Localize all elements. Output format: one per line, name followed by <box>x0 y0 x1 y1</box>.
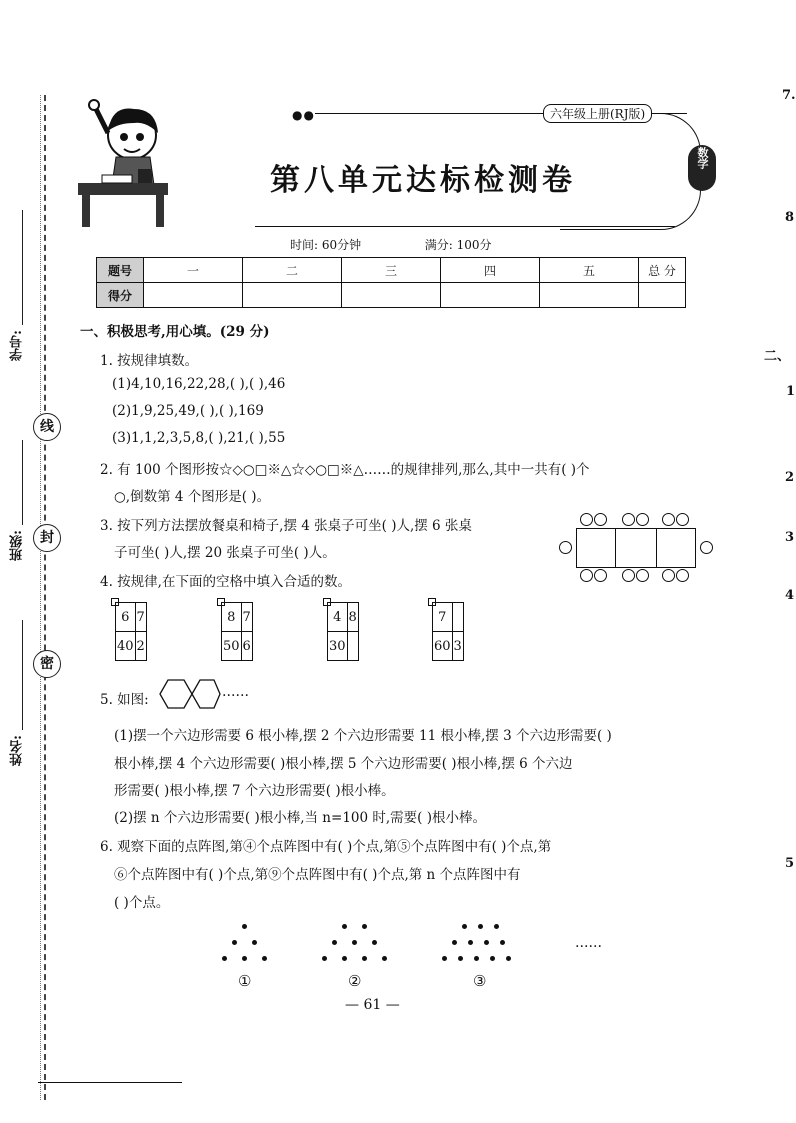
time-limit: 时间: 60分钟 <box>290 238 362 252</box>
score-cell[interactable] <box>441 283 540 308</box>
right-edge-marker: 8 <box>785 210 795 225</box>
q3-line1: 3. 按下列方法摆放餐桌和椅子,摆 4 张桌子可坐( )人,摆 6 张桌 <box>100 518 472 534</box>
score-table-header-row <box>97 258 686 283</box>
exam-info <box>290 236 492 253</box>
grid-cell: 40 <box>116 632 136 661</box>
grid-cell: 6 <box>241 632 252 661</box>
bottom-rule <box>38 1082 182 1083</box>
page-number: — 61 — <box>345 997 400 1013</box>
score-table-col: 一 <box>144 258 243 283</box>
pattern-grid-4 <box>428 598 462 654</box>
q5-line3: 形需要( )根小棒,摆 7 个六边形需要( )根小棒。 <box>114 783 395 799</box>
pattern-grid-1 <box>111 598 145 654</box>
right-edge-marker: 3 <box>785 530 795 545</box>
name-label: 姓名: <box>10 735 25 766</box>
score-cell[interactable] <box>144 283 243 308</box>
q1-stem: 1. 按规律填数。 <box>100 353 199 369</box>
dot-pattern-label-1: ① <box>238 972 252 990</box>
score-cell[interactable] <box>342 283 441 308</box>
grid-answer-cell[interactable] <box>452 603 463 632</box>
header-bottom-rule <box>255 226 675 227</box>
right-edge-marker: 7. <box>782 88 796 103</box>
grid-cell: 60 <box>433 632 453 661</box>
q2-line2: ○,倒数第 4 个图形是( )。 <box>114 489 271 505</box>
grid-cell: 4 <box>328 603 348 632</box>
section1-heading: 一、积极思考,用心填。(29 分) <box>80 324 270 340</box>
q3-line2: 子可坐( )人,摆 20 张桌子可坐( )人。 <box>114 545 336 561</box>
score-table-col: 二 <box>243 258 342 283</box>
hexagon-chain-figure <box>152 676 220 712</box>
q6-line2: ⑥个点阵图中有( )个点,第⑨个点阵图中有( )个点,第 n 个点阵图中有 <box>114 867 521 883</box>
student-illustration <box>72 95 172 235</box>
class-label: 班级: <box>10 530 25 561</box>
q5-line2: 根小棒,摆 4 个六边形需要( )根小棒,摆 5 个六边形需要( )根小棒,摆 6 个六边 <box>114 756 573 772</box>
table-chair-diagram <box>556 510 716 582</box>
binding-dashed-line <box>44 95 46 1100</box>
right-edge-marker: 1 <box>786 384 796 399</box>
pattern-grid-2 <box>217 598 251 654</box>
score-table-col: 总 分 <box>639 258 686 283</box>
grid-cell: 30 <box>328 632 348 661</box>
dot-pattern-3 <box>440 920 530 965</box>
grid-answer-cell[interactable] <box>347 632 358 661</box>
q5-line1: (1)摆一个六边形需要 6 根小棒,摆 2 个六边形需要 11 根小棒,摆 3 个六边形需要( ) <box>114 728 612 744</box>
score-table-row1-head: 题号 <box>97 258 144 283</box>
q1-line1: (1)4,10,16,22,28,( ),( ),46 <box>112 376 286 392</box>
full-score: 满分: 100分 <box>424 238 492 252</box>
dot-pattern-2 <box>320 920 400 965</box>
right-edge-marker: 二、 <box>764 349 791 364</box>
right-edge-marker: 2 <box>785 470 795 485</box>
q6-line3: ( )个点。 <box>114 895 170 911</box>
q5-line4: (2)摆 n 个六边形需要( )根小棒,当 n=100 时,需要( )根小棒。 <box>114 810 486 826</box>
grid-cell: 7 <box>135 603 146 632</box>
grade-tag: 六年级上册(RJ版) <box>543 104 652 123</box>
q5-stem: 5. 如图: <box>100 692 149 708</box>
dot-pattern-1 <box>220 920 280 965</box>
name-blank <box>22 620 23 730</box>
student-no-blank <box>22 210 23 325</box>
right-edge-marker: 4 <box>785 588 795 603</box>
q5-ellipsis: …… <box>222 684 249 700</box>
score-table <box>96 257 686 308</box>
header-dots: ●● <box>292 108 315 122</box>
score-table-col: 四 <box>441 258 540 283</box>
q4-stem: 4. 按规律,在下面的空格中填入合适的数。 <box>100 574 351 590</box>
seal-line-mark: 线 <box>33 413 61 441</box>
class-blank <box>22 440 23 525</box>
pattern-grid-3 <box>323 598 357 654</box>
subject-badge <box>688 145 716 191</box>
q1-line2: (2)1,9,25,49,( ),( ),169 <box>112 403 264 419</box>
grid-cell: 8 <box>222 603 242 632</box>
grid-cell: 50 <box>222 632 242 661</box>
score-table-col: 三 <box>342 258 441 283</box>
student-no-label: 学号: <box>10 330 25 361</box>
grid-cell: 2 <box>135 632 146 661</box>
seal-seal-mark: 封 <box>33 524 61 552</box>
grid-cell: 7 <box>241 603 252 632</box>
subject-label: 数学 <box>696 147 709 169</box>
grid-cell: 8 <box>347 603 358 632</box>
score-cell[interactable] <box>639 283 686 308</box>
score-cell[interactable] <box>243 283 342 308</box>
score-table-row2-head: 得分 <box>97 283 144 308</box>
q6-line1: 6. 观察下面的点阵图,第④个点阵图中有( )个点,第⑤个点阵图中有( )个点,第 <box>100 839 552 855</box>
grid-cell: 7 <box>433 603 453 632</box>
dot-pattern-label-2: ② <box>348 972 362 990</box>
score-cell[interactable] <box>540 283 639 308</box>
seal-secret-mark: 密 <box>33 650 61 678</box>
dot-pattern-ellipsis: …… <box>575 935 602 951</box>
dot-pattern-label-3: ③ <box>473 972 487 990</box>
right-edge-marker: 5 <box>785 856 795 871</box>
grid-cell: 3 <box>452 632 463 661</box>
binding-dotted-line <box>40 95 41 1100</box>
header-frame <box>560 113 701 230</box>
grid-cell: 6 <box>116 603 136 632</box>
score-table-col: 五 <box>540 258 639 283</box>
page-title: 第八单元达标检测卷 <box>270 163 576 198</box>
q1-line3: (3)1,1,2,3,5,8,( ),21,( ),55 <box>112 430 286 446</box>
q2-line1: 2. 有 100 个图形按☆◇○□※△☆◇○□※△……的规律排列,那么,其中一共有( )个 <box>100 462 590 478</box>
score-table-score-row <box>97 283 686 308</box>
